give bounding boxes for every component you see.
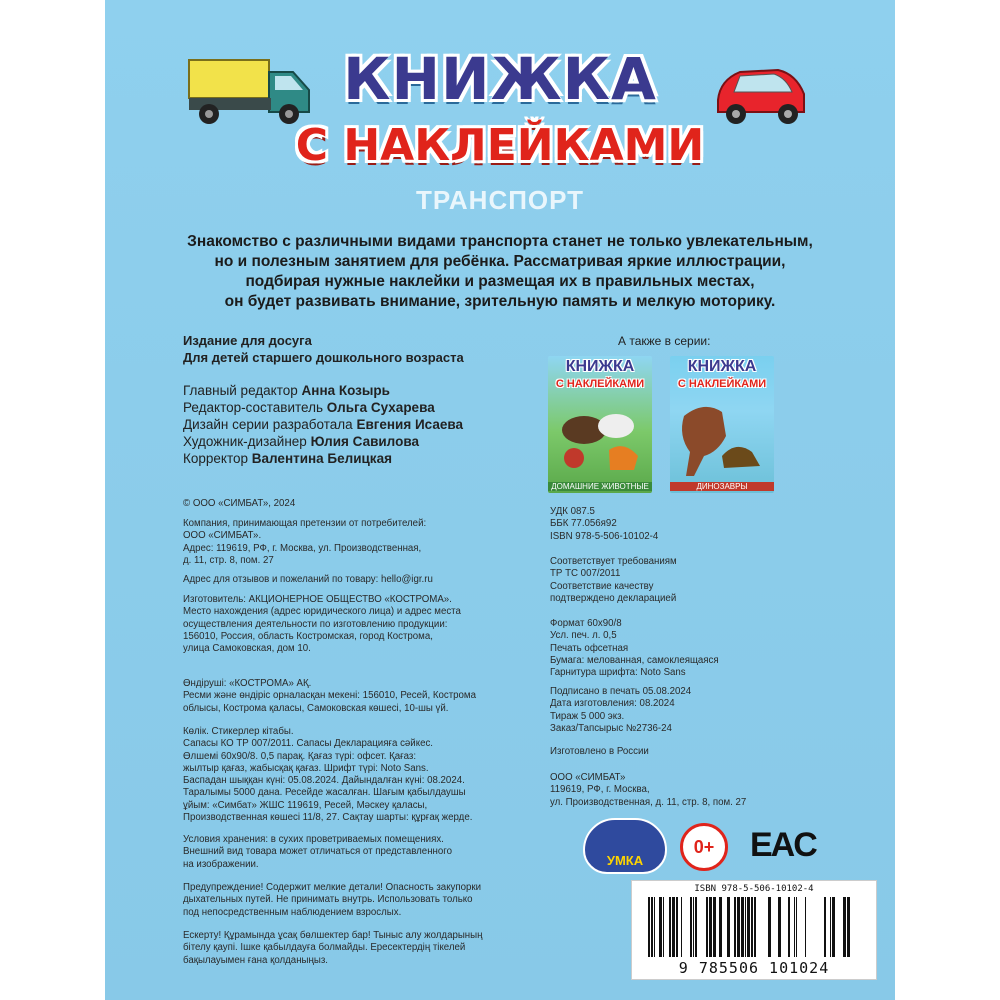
text-line: ООО «СИМБАТ». (183, 530, 262, 542)
credit-name: Валентина Белицкая (251, 451, 392, 466)
credit-row (183, 399, 463, 416)
animals-illustration (554, 400, 646, 476)
credit-role: Редактор-составитель (183, 400, 324, 415)
text-line: Өлшемі 60х90/8. 0,5 парақ. Қағаз түрі: офсет. Қағаз: (183, 750, 417, 762)
text-line: Изготовитель: АКЦИОНЕРНОЕ ОБЩЕСТВО «КОСТРОМА». (183, 594, 452, 605)
text-line: осуществления деятельности по изготовлению продукции: (183, 618, 448, 630)
credit-role: Художник-дизайнер (183, 434, 307, 449)
credit-name: Юлия Савилова (310, 434, 419, 449)
text-line: Подписано в печать 05.08.2024 (550, 686, 692, 697)
text-line: Усл. печ. л. 0,5 (550, 630, 617, 642)
series-book-footer: ДОМАШНИЕ ЖИВОТНЫЕ (548, 482, 652, 491)
text-line: бақылауымен ғана қолданыңыз. (183, 954, 328, 966)
text-line: 119619, РФ, г. Москва, (550, 784, 650, 796)
dinosaur-illustration (674, 396, 770, 478)
text-line: Компания, принимающая претензии от потребителей: (183, 518, 427, 529)
text-line: ұйым: «Симбат» ЖШС 119619, Ресей, Мәскеу қаласы, (183, 799, 428, 811)
text-line: Внешний вид товара может отличаться от представленного (183, 846, 452, 858)
text-line: подтверждено декларацией (550, 592, 677, 604)
text-line: ООО «СИМБАТ» (550, 772, 626, 783)
intro-paragraph (165, 232, 835, 312)
credit-role: Главный редактор (183, 383, 298, 398)
text-line: Баспадан шыққан күні: 05.08.2024. Дайындалған күні: 08.2024. (183, 775, 465, 787)
eac-mark: EAC (750, 826, 816, 864)
text-line: Предупреждение! Содержит мелкие детали! Опасность закупорки (183, 882, 482, 893)
series-book-title: КНИЖКА (687, 358, 757, 375)
book-subtitle: ТРАНСПОРТ (415, 185, 585, 215)
copyright: © ООО «СИМБАТ», 2024 (183, 498, 296, 509)
text-line: под непосредственным наблюдением взрослых. (183, 906, 402, 918)
print-dates (550, 686, 691, 735)
text-line: Формат 60х90/8 (550, 618, 622, 629)
series-book-subtitle: С НАКЛЕЙКАМИ (555, 378, 645, 390)
text-line: д. 11, стр. 8, пом. 27 (183, 554, 274, 566)
text-line: Соответствие качеству (550, 580, 654, 592)
text-line: жылтыр қағаз, жабысқақ қағаз. Шрифт түрі: Noto Sans. (183, 762, 429, 774)
book-title-line2: С НАКЛЕЙКАМИ (295, 120, 705, 171)
text-line: Бумага: мелованная, самоклеящаяся (550, 654, 719, 666)
credit-row (183, 450, 463, 467)
storage-conditions (183, 834, 452, 871)
text-line: Өндіруші: «КОСТРОМА» АҚ. (183, 678, 312, 689)
credit-name: Евгения Исаева (356, 417, 463, 432)
warning-kz (183, 930, 482, 967)
text-line: улица Самоковская, дом 10. (183, 643, 311, 655)
feedback-address: Адрес для отзывов и пожеланий по товару: hello@igr.ru (183, 574, 433, 585)
claims-company (183, 518, 426, 567)
text-line: ТР ТС 007/2011 (550, 568, 621, 580)
text-line: Көлік. Стикерлер кітабы. (183, 726, 294, 737)
series-book-footer: ДИНОЗАВРЫ (670, 482, 774, 491)
warning-ru (183, 882, 481, 919)
intro-line: Знакомство с различными видами транспорта станет не только увлекательным, (187, 233, 813, 250)
text-line: Таралымы 5000 дана. Ресейде жасалған. Шағым қабылдаушы (183, 787, 466, 799)
barcode-bars (646, 897, 862, 957)
credit-row (183, 433, 463, 450)
manufacturer-info-kz (183, 678, 476, 715)
credits-block (183, 382, 463, 467)
intro-line: подбирая нужные наклейки и размещая их в правильных местах, (245, 273, 755, 290)
text-line: Адрес: 119619, РФ, г. Москва, ул. Производственная, (183, 542, 422, 554)
text-line: Ескерту! Құрамында ұсақ бөлшектер бар! Тыныс алу жолдарының (183, 930, 483, 941)
text-line: Соответствует требованиям (550, 556, 677, 567)
text-line: дыхательных путей. Не принимать внутрь. Использовать только (183, 894, 473, 906)
edition-line: Для детей старшего дошкольного возраста (183, 350, 464, 365)
text-line: Дата изготовления: 08.2024 (550, 698, 675, 710)
barcode-sticker (631, 880, 877, 980)
age-rating-badge: 0+ (680, 823, 728, 871)
text-line: Гарнитура шрифта: Noto Sans (550, 667, 686, 679)
series-book-title: КНИЖКА (565, 358, 635, 375)
barcode-digits: 9 785506 101024 (678, 959, 830, 977)
text-line: ISBN 978-5-506-10102-4 (550, 530, 659, 542)
edition-line: Издание для досуга (183, 333, 312, 348)
manufacturer-info (183, 594, 461, 655)
text-line: Условия хранения: в сухих проветриваемых помещениях. (183, 834, 444, 845)
umka-logo-text: УМКА (606, 853, 644, 868)
series-book-pets (548, 356, 652, 493)
publisher-info (550, 772, 746, 809)
text-line: Сапасы КО ТР 007/2011. Сапасы Декларацияға сәйкес. (183, 738, 433, 750)
print-specs (550, 618, 719, 679)
credit-row (183, 416, 463, 433)
text-line: облысы, Кострома қаласы, Самоковская көшесі, 10-шы үй. (183, 702, 449, 714)
barcode-isbn-text: ISBN 978-5-506-10102-4 (694, 884, 814, 894)
text-line: Место нахождения (адрес юридического лица) и адрес места (183, 606, 461, 618)
edition-info (183, 332, 464, 366)
book-title-line1: КНИЖКА (343, 45, 657, 113)
series-label: А также в серии: (618, 334, 711, 348)
made-in: Изготовлено в России (550, 746, 649, 757)
intro-line: но и полезным занятием для ребёнка. Рассматривая яркие иллюстрации, (214, 253, 786, 270)
classification-codes (550, 506, 658, 543)
text-line: Тираж 5 000 экз. (550, 710, 625, 722)
credit-name: Анна Козырь (301, 383, 390, 398)
text-line: ул. Производственная, д. 11, стр. 8, пом. 27 (550, 796, 747, 808)
text-line: ББК 77.056я92 (550, 518, 617, 530)
book-back-cover (105, 0, 895, 1000)
credit-row (183, 382, 463, 399)
text-line: бітелу қаупі. Ішке қабылдауға болмайды. Ересектердің тікелей (183, 942, 466, 954)
text-line: Ресми және өндіріс орналасқан мекені: 156010, Ресей, Кострома (183, 690, 476, 702)
text-line: на изображении. (183, 858, 259, 870)
umka-logo (583, 818, 667, 874)
intro-line: он будет развивать внимание, зрительную память и мелкую моторику. (224, 293, 776, 310)
series-book-dinosaurs (670, 356, 774, 493)
text-line: Заказ/Тапсырыс №2736-24 (550, 722, 672, 734)
text-line: Печать офсетная (550, 642, 629, 654)
credit-name: Ольга Сухарева (326, 400, 435, 415)
conformity-info (550, 556, 677, 605)
text-line: УДК 087.5 (550, 506, 595, 517)
text-line: 156010, Россия, область Костромская, город Кострома, (183, 630, 433, 642)
text-line: Производственная көшесі 11/8, 27. Сақтау шарты: құрғақ жерде. (183, 812, 473, 824)
product-info-kz (183, 726, 472, 824)
credit-role: Корректор (183, 451, 249, 466)
credit-role: Дизайн серии разработала (183, 417, 353, 432)
series-book-subtitle: С НАКЛЕЙКАМИ (677, 378, 767, 390)
